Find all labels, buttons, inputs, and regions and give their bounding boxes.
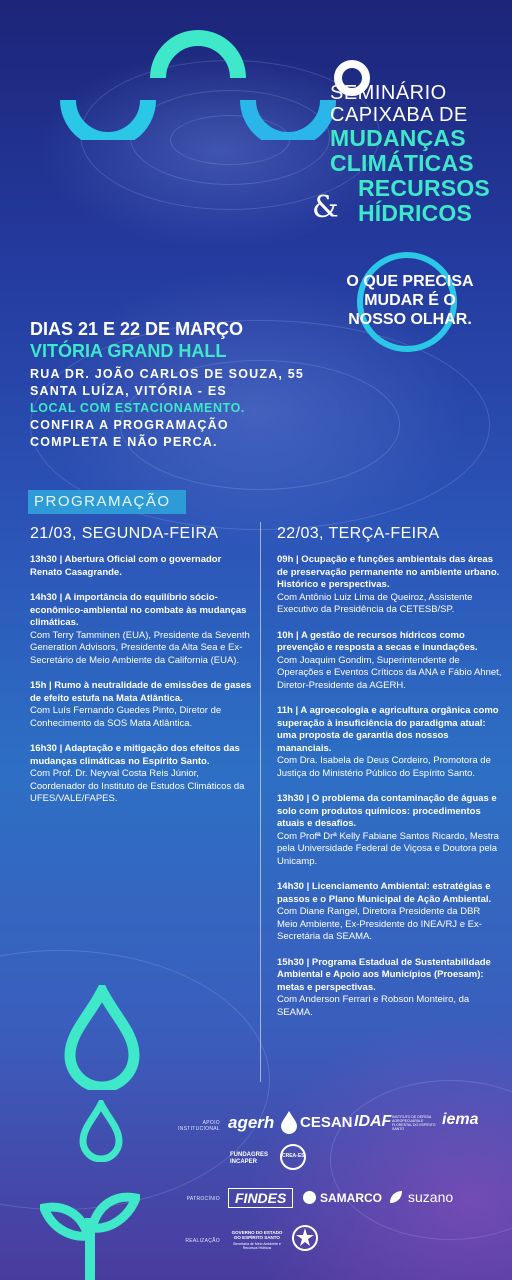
sponsor-label: APOIO INSTITUCIONAL xyxy=(178,1120,220,1132)
idaf-subtitle: INSTITUTO DE DEFESA AGROPECUÁRIA E FLORESTAL DO ESPÍRITO SANTO xyxy=(392,1115,436,1131)
day-label: 22/03, TERÇA-FEIRA xyxy=(277,525,440,542)
schedule-item-title: 11h | A agroecologia e agricultura orgânica como superação à insuficiência do paradigma atual: uma proposta de garantia dos nossos mananciais. xyxy=(277,705,499,754)
title-line: RECURSOS xyxy=(358,175,490,201)
schedule-item-title: 14h30 | A importância do equilíbrio sócio-econômico-ambiental no combate às mudanças climáticas. xyxy=(30,592,247,628)
event-address: RUA DR. JOÃO CARLOS DE SOUZA, 55 xyxy=(30,367,305,381)
ripple xyxy=(330,1080,512,1240)
schedule-item xyxy=(277,630,502,693)
schedule-item xyxy=(30,743,255,806)
schedule-item xyxy=(30,680,255,730)
schedule-item-body: Com Joaquim Gondim, Superintendente de Operações e Eventos Críticos da ANA e Fábio Ahnet, Diretor-Presidente da AGERH. xyxy=(277,654,502,691)
schedule-item xyxy=(277,881,502,944)
schedule-item-title: 10h | A gestão de recursos hídricos como prevenção e resposta a secas e inundações. xyxy=(277,629,478,653)
slogan xyxy=(330,272,490,329)
day-label: 21/03, SEGUNDA-FEIRA xyxy=(30,525,219,542)
seminar-title xyxy=(330,82,510,226)
title-line: CAPIXABA DE xyxy=(330,104,468,126)
ampersand: & xyxy=(312,190,339,225)
schedule-item xyxy=(30,554,255,579)
schedule-item-title: 15h30 | Programa Estadual de Sustentabilidade Ambiental e Apoio aos Municípios (Proesam): metas e perspectivas. xyxy=(277,956,491,993)
logo-agerh: agerh xyxy=(228,1113,275,1132)
event-info xyxy=(30,318,350,451)
event-venue: VITÓRIA GRAND HALL xyxy=(30,341,227,361)
event-cta: COMPLETA E NÃO PERCA. xyxy=(30,435,218,449)
logo-samarco: SAMARCO xyxy=(320,1191,382,1205)
logo-iema: iema xyxy=(442,1111,479,1128)
schedule-item xyxy=(277,957,502,1020)
suzano-logo-icon xyxy=(388,1189,404,1210)
schedule-item xyxy=(277,793,502,868)
event-address: SANTA LUÍZA, VITÓRIA - ES xyxy=(30,384,227,398)
schedule-item xyxy=(30,592,255,667)
water-drop-icon xyxy=(78,1100,124,1162)
schedule-item-body: Com Luís Fernando Guedes Pinto, Diretor de Conhecimento da SOS Mata Atlântica. xyxy=(30,705,222,729)
sponsor-label: PATROCÍNIO xyxy=(186,1196,220,1202)
samarco-logo-icon xyxy=(303,1191,316,1204)
schedule-item-title: 09h | Ocupação e funções ambientais das áreas de preservação permanente no ambiente urbano. Histórico e perspectivas. xyxy=(277,554,500,590)
logo-governo: GOVERNO DO ESTADO DO ESPÍRITO SANTO xyxy=(231,1230,283,1240)
logo-fundagres: FUNDAGRES INCAPER xyxy=(230,1152,269,1165)
schedule-item xyxy=(277,705,502,780)
wave-logo-icon xyxy=(40,30,370,140)
water-drop-icon xyxy=(62,985,142,1090)
program-label: PROGRAMAÇÃO xyxy=(28,490,186,514)
state-coat-of-arms-icon xyxy=(290,1222,320,1259)
schedule-item-body: Com Profª Drª Kelly Fabiane Santos Ricardo, Mestra pela Universidade Federal de Viçosa e Doutora pela Unicamp. xyxy=(277,830,499,867)
slogan-line: O QUE PRECISA xyxy=(346,273,474,290)
schedule-item-body: Com Diane Rangel, Diretora Presidente da DBR Meio Ambiente, Ex-Presidente do INEA/RJ e Ex-Secretária da SEAMA. xyxy=(277,906,482,942)
schedule-item xyxy=(277,554,502,617)
sprout-icon xyxy=(40,1188,140,1280)
logo-suzano: suzano xyxy=(408,1189,454,1205)
title-line: MUDANÇAS xyxy=(330,125,466,151)
schedule-item-title: 15h | Rumo à neutralidade de emissões de gases de efeito estufa na Mata Atlântica. xyxy=(30,680,252,704)
event-cta: CONFIRA A PROGRAMAÇÃO xyxy=(30,418,229,432)
title-line: HÍDRICOS xyxy=(358,200,473,226)
title-line: SEMINÁRIO xyxy=(330,82,447,104)
logo-crea: CREA-ES xyxy=(282,1153,305,1159)
schedule-item-title: 13h30 | Abertura Oficial com o governador Renato Casagrande. xyxy=(30,554,222,578)
schedule-item-title: 16h30 | Adaptação e mitigação dos efeitos das mudanças climáticas no Espírito Santo. xyxy=(30,743,240,767)
logo-findes: FINDES xyxy=(228,1188,293,1208)
schedule-item-body: Com Prof. Dr. Neyval Costa Reis Júnior, Coordenador do Instituto de Estudos Climáticos da UFES/VALE/FAPES. xyxy=(30,768,245,804)
schedule-item-body: Com Dra. Isabela de Deus Cordeiro, Promotora de Justiça do Ministério Público do Espírito Santo. xyxy=(277,755,491,779)
governo-subtitle: Secretaria de Meio Ambiente e Recursos Hídricos xyxy=(233,1242,281,1250)
day1-schedule xyxy=(30,524,255,819)
schedule-item-body: Com Antônio Luiz Lima de Queiroz, Assistente Executivo da Presidência da CETESB/SP. xyxy=(277,591,473,615)
event-parking: LOCAL COM ESTACIONAMENTO. xyxy=(30,401,245,415)
schedule-item-title: 13h30 | O problema da contaminação de águas e solo com produtos químicos: procedimentos atuais e desafios. xyxy=(277,793,497,829)
logo-cesan: CESAN xyxy=(300,1114,353,1131)
schedule-item-body: Com Anderson Ferrari e Robson Monteiro, da SEAMA. xyxy=(277,994,470,1018)
column-divider xyxy=(260,522,261,1082)
drop-logo-icon xyxy=(280,1110,298,1139)
title-line: CLIMÁTICAS xyxy=(330,150,474,176)
slogan-line: NOSSO OLHAR. xyxy=(348,311,472,328)
sponsor-label: REALIZAÇÃO xyxy=(185,1238,220,1244)
schedule-item-body: Com Terry Tamminen (EUA), Presidente da Seventh Generation Advisors, Presidente da Alta Sea e Ex-Secretário de Meio Ambiente da California (EUA). xyxy=(30,629,250,666)
slogan-line: MUDAR É O xyxy=(364,292,456,309)
logo-idaf: IDAF xyxy=(354,1113,392,1130)
day2-schedule xyxy=(277,524,502,1032)
event-dates: DIAS 21 E 22 DE MARÇO xyxy=(30,319,244,339)
schedule-item-title: 14h30 | Licenciamento Ambiental: estratégias e passos e o Plano Municipal de Ação Ambiental. xyxy=(277,881,492,905)
